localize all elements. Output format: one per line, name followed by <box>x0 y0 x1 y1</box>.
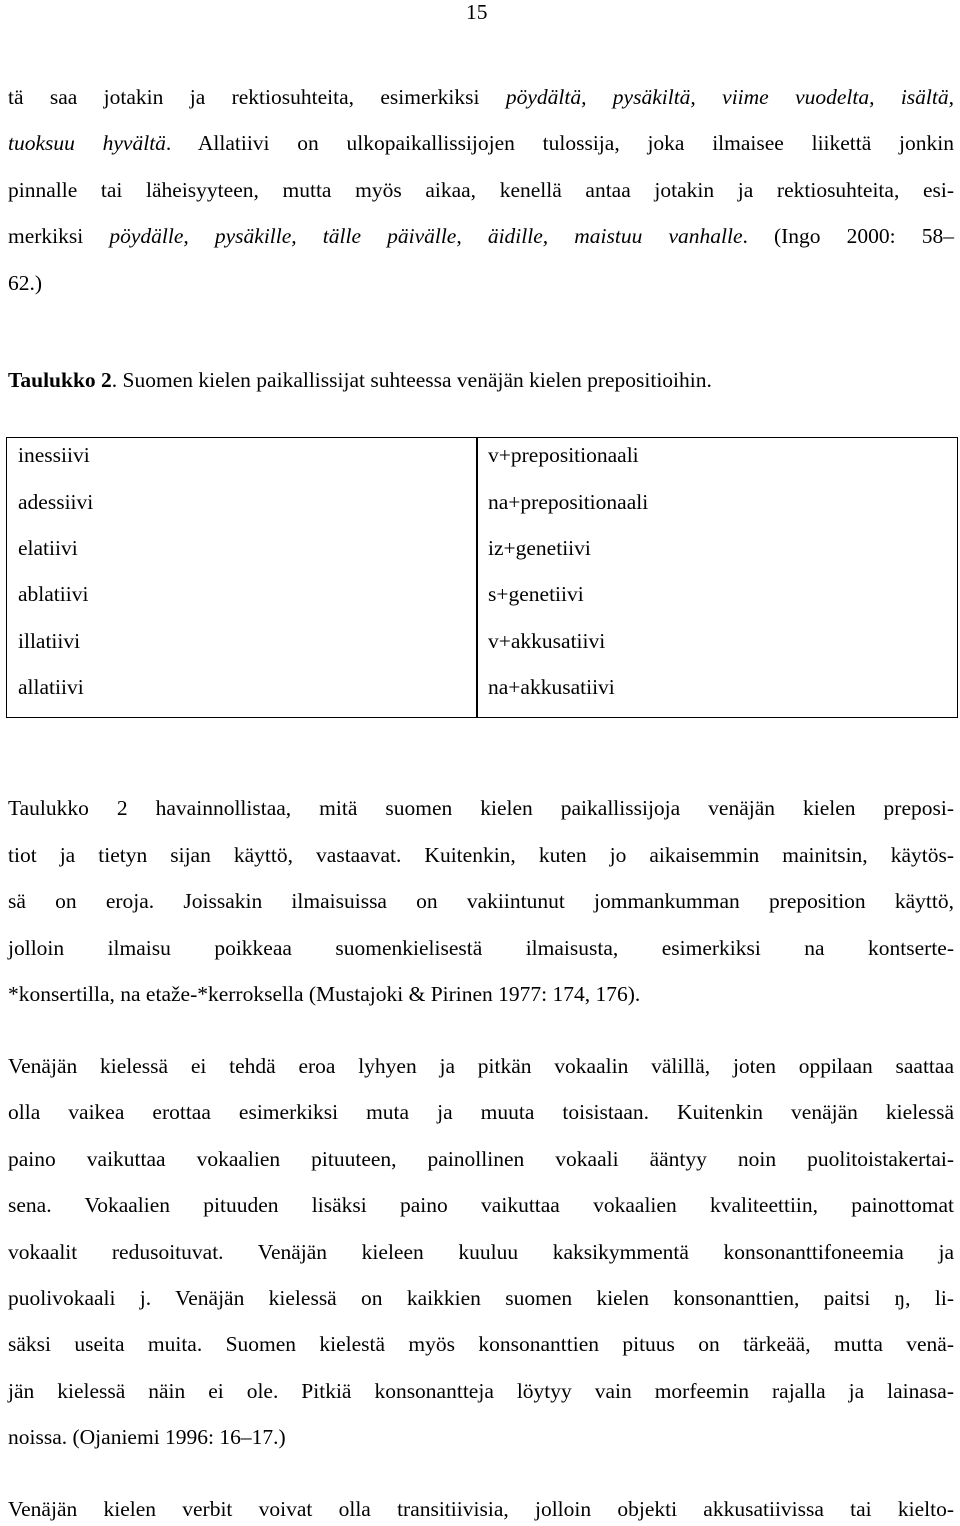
para2-line-3: sä on eroja. Joissakin ilmaisuissa on vakiintunut jommankumman preposition käyttö, <box>8 889 954 913</box>
table-caption-text: . Suomen kielen paikallissijat suhteessa venäjän kielen prepositioihin. <box>111 368 712 392</box>
para3-line-3: paino vaikuttaa vokaalien pituuteen, painollinen vokaali ääntyy noin puolitoistakertai- <box>8 1147 954 1171</box>
table-cell-right: na+prepositionaali <box>488 490 649 514</box>
para2-line-4: jolloin ilmaisu poikkeaa suomenkielisestä ilmaisusta, esimerkiksi na kontserte- <box>8 936 954 960</box>
para3-line-5: vokaalit redusoituvat. Venäjän kieleen kuuluu kaksikymmentä konsonanttifoneemia ja <box>8 1240 954 1264</box>
table-cell-left: allatiivi <box>18 675 84 699</box>
page-number: 15 <box>466 0 488 24</box>
para3-line-9: noissa. (Ojaniemi 1996: 16–17.) <box>8 1425 286 1449</box>
table-cell-right: na+akkusatiivi <box>488 675 615 699</box>
para1-examples: pöydältä, pysäkiltä, viime vuodelta, isältä, <box>505 85 954 109</box>
para3-line-8: jän kielessä näin ei ole. Pitkiä konsonantteja löytyy vain morfeemin rajalla ja lainasa- <box>8 1379 954 1403</box>
para2-line-5: *konsertilla, na etaže-*kerroksella (Mustajoki & Pirinen 1977: 174, 176). <box>8 982 641 1006</box>
table-cell-left: illatiivi <box>18 629 81 653</box>
para3-line-1: Venäjän kielessä ei tehdä eroa lyhyen ja pitkän vokaalin välillä, joten oppilaan saattaa <box>8 1054 954 1078</box>
table-cell-right: v+prepositionaali <box>488 443 639 467</box>
table-cell-right: iz+genetiivi <box>488 536 591 560</box>
para3-line-6: puolivokaali j. Venäjän kielessä on kaikkien suomen kielen konsonanttien, paitsi ŋ, li- <box>8 1286 954 1310</box>
para1-line-5: 62.) <box>8 271 43 295</box>
para1-line-4 <box>8 223 954 249</box>
table-cell-right: s+genetiivi <box>488 582 584 606</box>
table-caption-label: Taulukko 2 <box>8 368 112 392</box>
table-cell-left: adessiivi <box>18 490 94 514</box>
para1-line-3: pinnalle tai läheisyyteen, mutta myös aikaa, kenellä antaa jotakin ja rektiosuhteita, esi- <box>8 178 954 202</box>
case-preposition-table <box>6 437 958 718</box>
para1-text: tä saa jotakin ja rektiosuhteita, esimerkiksi <box>8 85 506 109</box>
para2-line-2: tiot ja tietyn sijan käyttö, vastaavat. Kuitenkin, kuten jo aikaisemmin mainitsin, käytös- <box>8 843 954 867</box>
table-cell-left: elatiivi <box>18 536 78 560</box>
table-caption <box>8 367 954 393</box>
para3-line-4: sena. Vokaalien pituuden lisäksi paino vaikuttaa vokaalien kvaliteettiin, painottomat <box>8 1193 954 1217</box>
para1-text: merkiksi <box>8 224 110 248</box>
para3-line-2: olla vaikea erottaa esimerkiksi muta ja muuta toisistaan. Kuitenkin venäjän kielessä <box>8 1100 954 1124</box>
table-cell-right: v+akkusatiivi <box>488 629 606 653</box>
para1-line-1 <box>8 84 954 110</box>
para1-citation: . (Ingo 2000: 58– <box>742 224 954 248</box>
para4-line-1: Venäjän kielen verbit voivat olla transitiivisia, jolloin objekti akkusatiivissa tai kielto- <box>8 1497 954 1521</box>
para2-line-1: Taulukko 2 havainnollistaa, mitä suomen kielen paikallissijoja venäjän kielen preposi- <box>8 796 954 820</box>
para3-line-7: säksi useita muita. Suomen kielestä myös konsonanttien pituus on tärkeää, mutta venä- <box>8 1332 954 1356</box>
para1-text: . Allatiivi on ulkopaikallissijojen tulossija, joka ilmaisee liikettä jonkin <box>165 131 954 155</box>
table-column-divider <box>476 438 478 717</box>
table-cell-left: inessiivi <box>18 443 90 467</box>
table-cell-left: ablatiivi <box>18 582 89 606</box>
para1-examples: pöydälle, pysäkille, tälle päivälle, äidille, maistuu vanhalle <box>109 224 743 248</box>
para1-example-end: tuoksuu hyvältä <box>8 131 166 155</box>
para1-line-2 <box>8 130 954 156</box>
